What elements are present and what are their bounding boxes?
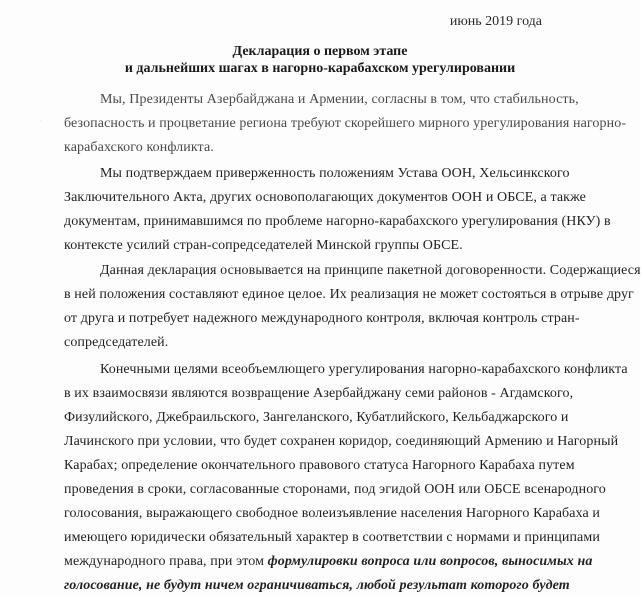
document-date: июнь 2019 года bbox=[449, 14, 542, 29]
paragraph-line: карабахского конфликта. bbox=[64, 140, 214, 155]
paragraph-1 bbox=[64, 88, 627, 160]
document-title-line-1: Декларация о первом этапе bbox=[232, 44, 408, 59]
paragraph-line: в ней положения составляют единое целое. Их реализация не может состояться в отрыве друг bbox=[64, 287, 634, 302]
paragraph-line: Мы, Президенты Азербайджана и Армении, согласны в том, что стабильность, bbox=[100, 92, 579, 107]
document-title-line-2: и дальнейших шагах в нагорно-карабахском урегулировании bbox=[124, 61, 516, 76]
scan-artifact bbox=[40, 120, 42, 122]
emphasized-text: формулировки вопроса или вопросов, выносимых на bbox=[267, 554, 593, 569]
paragraph-line: безопасность и процветание региона требуют скорейшего мирного урегулирования нагорно- bbox=[64, 116, 627, 131]
paragraph-line: Данная декларация основывается на принципе пакетной договоренности. Содержащиеся bbox=[100, 263, 641, 278]
paragraph-line: от друга и потребует надежного международного контроля, включая контроль стран- bbox=[64, 311, 580, 326]
paragraph-line: Мы подтверждаем приверженность положениям Устава ООН, Хельсинкского bbox=[100, 166, 570, 181]
paragraph-line: контексте усилий стран-сопредседателей Минской группы ОБСЕ. bbox=[64, 238, 463, 253]
paragraph-line: Конечными целями всеобъемлющего урегулирования нагорно-карабахского конфликта bbox=[100, 362, 628, 377]
paragraph-line-mixed bbox=[64, 550, 593, 574]
paragraph-line: Заключительного Акта, других основополагающих документов ООН и ОБСЕ, а также bbox=[64, 190, 586, 205]
paragraph-line: Физулийского, Джебраильского, Зангеланского, Кубатлийского, Кельбаджарского и bbox=[64, 410, 569, 425]
paragraph-3 bbox=[64, 259, 641, 355]
emphasized-text-line: голосование, не будут ничем ограничиваться, любой результат которого будет bbox=[64, 578, 570, 593]
paragraph-line: Лачинского при условии, что будет сохранен коридор, соединяющий Армению и Нагорный bbox=[64, 434, 619, 449]
paragraph-4 bbox=[64, 358, 628, 598]
paragraph-line: Карабах; определение окончательного правового статуса Нагорного Карабаха путем bbox=[64, 458, 575, 473]
paragraph-line: в их взаимосвязи являются возвращение Азербайджану семи районов - Агдамского, bbox=[64, 386, 574, 401]
paragraph-2 bbox=[64, 162, 611, 258]
paragraph-line: проведения в сроки, согласованные сторонами, под эгидой ООН или ОБСЕ всенародного bbox=[64, 482, 606, 497]
paragraph-line: документам, принимавшимся по проблеме нагорно-карабахского урегулирования (НКУ) в bbox=[64, 214, 611, 229]
paragraph-line: сопредседателей. bbox=[64, 335, 169, 350]
paragraph-line: имеющего юридически обязательный характер в соответствии с нормами и принципами bbox=[64, 530, 600, 545]
scan-artifact bbox=[590, 300, 592, 302]
paragraph-line-plain-part: международного права, при этом bbox=[64, 554, 265, 569]
paragraph-line: голосования, выражающего свободное волеизъявление населения Нагорного Карабаха и bbox=[64, 506, 601, 521]
